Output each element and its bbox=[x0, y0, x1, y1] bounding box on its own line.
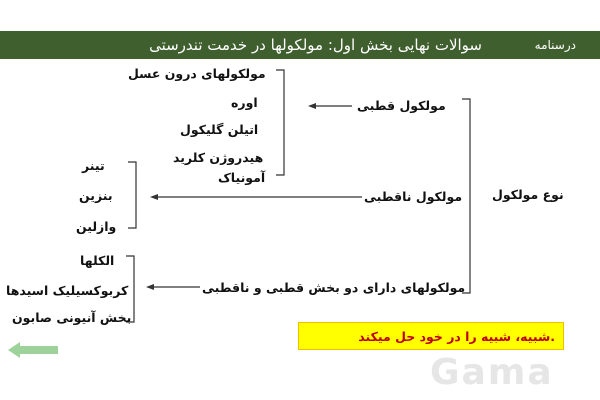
watermark-logo: Gama bbox=[430, 352, 554, 393]
brand-label: درسنامه bbox=[534, 38, 576, 52]
example-carboxylic-acids: کربوکسیلیک اسیدها bbox=[6, 283, 129, 298]
example-thinner: تینر bbox=[82, 158, 105, 173]
example-ethylene-glycol: اتیلن گلیکول bbox=[180, 122, 259, 137]
root-label: نوع مولکول bbox=[492, 187, 564, 202]
back-arrow-icon[interactable] bbox=[8, 342, 60, 358]
rule-note bbox=[298, 322, 564, 350]
category-nonpolar: مولکول ناقطبی bbox=[364, 189, 463, 204]
example-gasoline: بنزین bbox=[79, 188, 113, 203]
category-amphiphilic: مولکولهای دارای دو بخش قطبی و ناقطبی bbox=[202, 280, 466, 295]
example-soap-anion: بخش آنیونی صابون bbox=[12, 310, 132, 325]
example-alcohols: الکلها bbox=[80, 253, 115, 268]
example-ammonia: آمونیاک bbox=[218, 170, 266, 185]
category-polar: مولکول قطبی bbox=[357, 98, 446, 113]
example-hydrogen-chloride: هیدروژن کلرید bbox=[173, 150, 264, 165]
example-urea: اوره bbox=[231, 95, 258, 110]
rule-note-text: .شبیه، شبیه را در خود حل میکند bbox=[358, 329, 555, 344]
example-honey-molecules: مولکولهای درون عسل bbox=[128, 66, 266, 81]
example-vaseline: وازلین bbox=[76, 219, 117, 234]
page-title: سوالات نهایی بخش اول: مولکولها در خدمت تندرستی bbox=[149, 36, 482, 54]
